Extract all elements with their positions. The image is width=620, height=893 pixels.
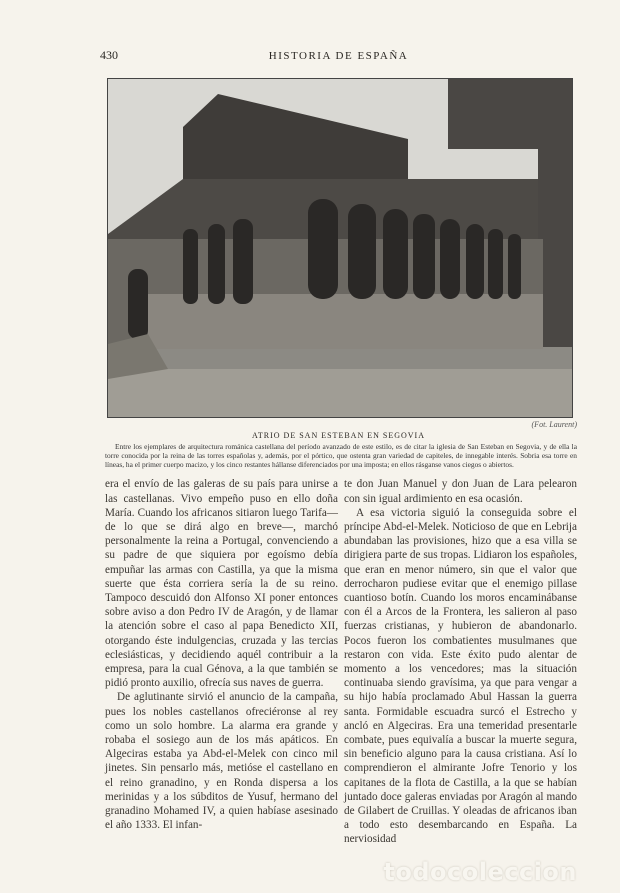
running-title: HISTORIA DE ESPAÑA <box>268 50 409 62</box>
left-column <box>105 477 338 832</box>
paragraph: De aglutinante sirvió el anuncio de la campaña, pues los nobles castellanos ofreciéronse al rey como un solo hombre. La alarma era grande y robaba el sosiego aun de los más apáticos. En Algeciras estaba ya Abd-el-Melek con cinco mil jinetes. Sin pensarlo más, metióse el castellano en el reino granadino, y en Ronda dispersa a los merinidas y a los súbditos de Yusuf, hermano del granadino Mohamed IV, a quien habíase asesinado el año 1333. El infan- <box>105 691 338 832</box>
photo-credit: (Fot. Laurent) <box>531 420 577 429</box>
figure-caption: Entre los ejemplares de arquitectura románica castellana del período avanzado de este estilo, es de citar la iglesia de San Esteban en Segovia, y de ella la torre conocida por la reina de las torres españolas y, además, por el pórtico, que ostenta gran variedad de capiteles, de innegable interés. Sobria esa torre en líneas, ha el primer cuerpo macizo, y los cinco restantes hállanse diferenciados por una imposta; en ellos rásganse vanos ciegos o abiertos. <box>105 442 577 469</box>
body-columns <box>105 477 577 846</box>
figure-title: ATRIO DE SAN ESTEBAN EN SEGOVIA <box>252 431 425 440</box>
church-photograph <box>107 78 573 418</box>
watermark-logo: todocoleccion <box>383 857 577 886</box>
page-header <box>100 48 577 70</box>
paragraph: A esa victoria siguió la conseguida sobre el príncipe Abd-el-Melek. Noticioso de que en Lebrija abundaban las provisiones, hizo que a esa villa se dirigiera parte de sus tropas. Lidiaron los españoles, que eran en menor número, sin que el valor que derrocharon pudiese evitar que el enemigo pillase cuantioso botín. Cuando los moros encaminábanse con él a Arcos de la Frontera, les salieron al paso fuerzas cristianas, y hubieron de abandonarlo. Pocos fueron los combatientes musulmanes que restaron con vida. Este éxito pudo alentar de momento a los vencedores; mas la situación continuaba siendo gravísima, ya que para vengar a su hijo había proclamado Abul Hassan la guerra santa. Formidable escuadra surcó el Estrecho y ancló en Algeciras. Era una temeridad presentarle combate, pues equivalía a buscar la muerte segura, sin beneficio alguno para la causa cristiana. Así lo comprendieron el almirante Jofre Tenorio y los capitanes de la flota de Castilla, a la que se habían juntado doce galeras enviadas por Aragón al mando de Gilabert de Cruillas. Y oleadas de africanos iban a todo esto desembarcando en España. La nerviosidad <box>344 506 577 846</box>
page-number: 430 <box>100 48 118 62</box>
right-column <box>344 477 577 846</box>
paragraph: era el envío de las galeras de su país para unirse a las castellanas. Vivo empeño puso en ello doña María. Cuando los africanos sitiaron luego Tarifa—de lo que se dirá algo en breve—, marchó personalmente la reina a Portugal, convenciendo a su padre de que siquiera por egoísmo debía empuñar las armas con Castilla, ya que la misma suerte que ésta corriera sería la de su reino. Tampoco descuidó don Alfonso XI poner entonces sobre aviso a don Pedro IV de Aragón, y de llamar la atención sobre el caso al papa Benedicto XII, otorgando éste indulgencias, cruzada y las tercias eclesiásticas, y decidiendo aquél contribuir a la empresa, para la cual Génova, a la que también se pidió pronto auxilio, ofrecía sus naves de guerra. <box>105 478 338 690</box>
paragraph: te don Juan Manuel y don Juan de Lara pelearon con sin igual ardimiento en esa ocasión. <box>344 478 577 505</box>
